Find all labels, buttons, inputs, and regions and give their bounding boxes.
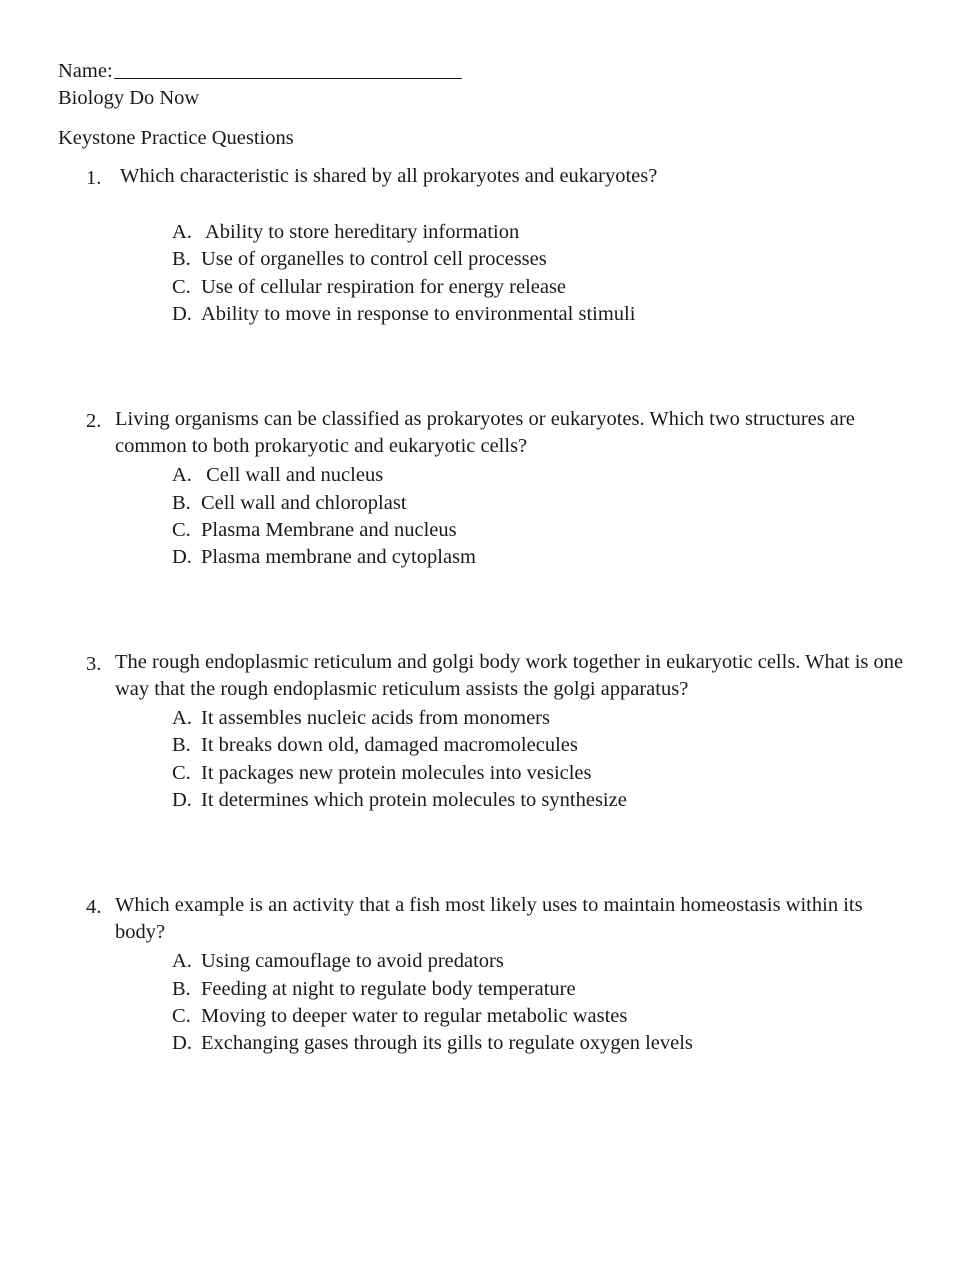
option-letter: B. [172, 978, 191, 1000]
answer-option[interactable] [172, 706, 550, 730]
answer-option[interactable] [172, 977, 576, 1001]
option-letter: D. [172, 303, 192, 325]
option-text: It determines which protein molecules to synthesize [201, 789, 627, 811]
answer-option[interactable] [172, 463, 383, 487]
option-text: Moving to deeper water to regular metabolic wastes [201, 1005, 628, 1027]
option-letter: A. [172, 464, 192, 486]
option-text: Feeding at night to regulate body temperature [201, 978, 576, 1000]
answer-option[interactable] [172, 220, 519, 244]
answer-option[interactable] [172, 788, 627, 812]
answer-option[interactable] [172, 1031, 693, 1055]
answer-option[interactable] [172, 491, 407, 515]
name-blank-line[interactable] [114, 78, 462, 79]
answer-option[interactable] [172, 275, 566, 299]
answer-option[interactable] [172, 1004, 627, 1028]
answer-option[interactable] [172, 247, 547, 271]
section-title: Keystone Practice Questions [58, 127, 294, 149]
answer-option[interactable] [172, 518, 457, 542]
option-text: Ability to store hereditary information [201, 221, 520, 243]
answer-option[interactable] [172, 761, 592, 785]
answer-option[interactable] [172, 733, 578, 757]
option-text: Plasma membrane and cytoplasm [201, 546, 476, 568]
answer-option[interactable] [172, 545, 476, 569]
option-letter: C. [172, 1005, 191, 1027]
question-text: Living organisms can be classified as prokaryotes or eukaryotes. Which two structures are common to both prokaryotic and eukaryotic cells? [115, 408, 855, 457]
option-text: Use of cellular respiration for energy release [201, 276, 567, 298]
option-letter: D. [172, 1032, 192, 1054]
question-text: Which characteristic is shared by all prokaryotes and eukaryotes? [120, 165, 658, 187]
answer-option[interactable] [172, 949, 504, 973]
option-text: It assembles nucleic acids from monomers [201, 707, 550, 729]
question-text: The rough endoplasmic reticulum and golgi body work together in eukaryotic cells. What is one way that the rough endoplasmic reticulum assists the golgi apparatus? [115, 651, 904, 700]
option-text: Plasma Membrane and nucleus [201, 519, 457, 541]
option-text: Use of organelles to control cell processes [201, 248, 547, 270]
option-text: Using camouflage to avoid predators [201, 950, 504, 972]
option-text: Ability to move in response to environmental stimuli [201, 303, 636, 325]
question-number: 1. [86, 167, 102, 189]
option-letter: A. [172, 221, 192, 243]
question-number: 4. [86, 896, 102, 918]
option-letter: D. [172, 546, 192, 568]
option-letter: C. [172, 276, 191, 298]
option-text: Cell wall and chloroplast [201, 492, 407, 514]
answer-option[interactable] [172, 302, 635, 326]
question-number: 3. [86, 653, 102, 675]
option-letter: C. [172, 762, 191, 784]
question-text: Which example is an activity that a fish most likely uses to maintain homeostasis within its body? [115, 894, 863, 943]
option-letter: B. [172, 248, 191, 270]
question-number: 2. [86, 410, 102, 432]
option-text: Cell wall and nucleus [201, 464, 384, 486]
name-label: Name: [58, 60, 113, 82]
option-text: It packages new protein molecules into vesicles [201, 762, 592, 784]
option-text: Exchanging gases through its gills to regulate oxygen levels [201, 1032, 693, 1054]
option-letter: C. [172, 519, 191, 541]
option-text: It breaks down old, damaged macromolecules [201, 734, 578, 756]
option-letter: A. [172, 707, 192, 729]
option-letter: D. [172, 789, 192, 811]
option-letter: B. [172, 492, 191, 514]
course-title: Biology Do Now [58, 87, 200, 109]
option-letter: A. [172, 950, 192, 972]
option-letter: B. [172, 734, 191, 756]
